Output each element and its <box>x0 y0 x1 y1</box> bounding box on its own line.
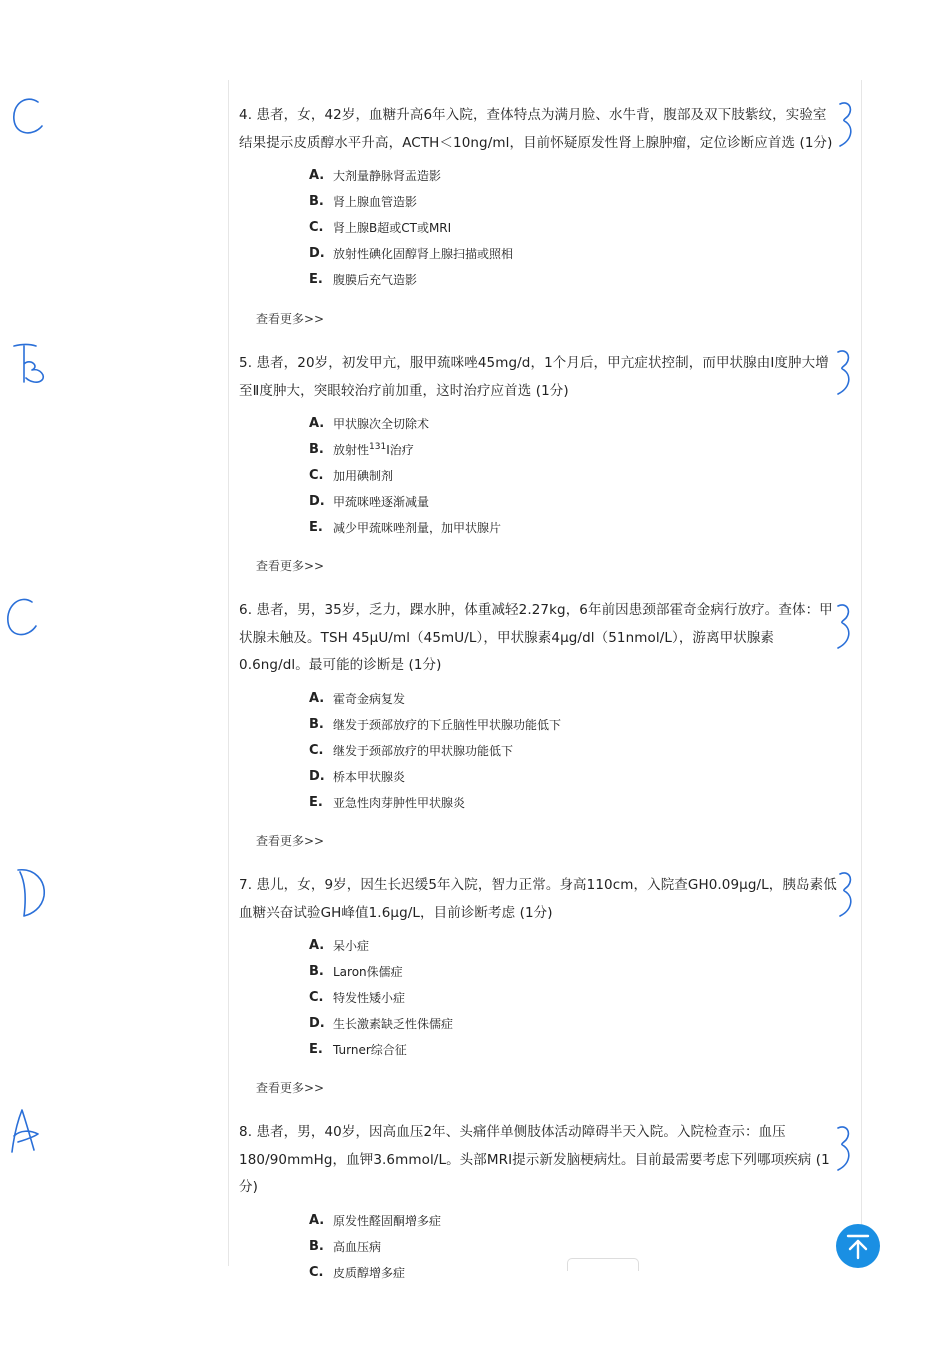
handwritten-answer-a <box>8 1106 44 1162</box>
question-stem: 7. 患儿，女，9岁，因生长迟缓5年入院，智力正常。身高110cm，入院查GH0.09μg/L，胰岛素低血糖兴奋试验GH峰值1.6μg/L，目前诊断考虑 (1分) <box>239 877 837 921</box>
question-7 <box>239 872 839 1063</box>
options-list <box>309 411 839 541</box>
question-stem: 5. 患者，20岁，初发甲亢，服甲巯咪唑45mg/d，1个月后，甲亢症状控制，而甲状腺由Ⅰ度肿大增至Ⅱ度肿大，突眼较治疗前加重，这时治疗应首选 (1分) <box>239 355 829 399</box>
options-list <box>309 1208 839 1286</box>
handwritten-answer-c <box>4 594 44 648</box>
option-b[interactable]: B. Laron侏儒症 <box>309 964 403 979</box>
option-d[interactable]: D. 甲巯咪唑逐渐减量 <box>309 494 430 509</box>
option-b[interactable]: B. 继发于颈部放疗的下丘脑性甲状腺功能低下 <box>309 716 562 732</box>
handwritten-score <box>834 348 858 402</box>
question-panel <box>228 80 862 1280</box>
view-more-link[interactable]: 查看更多>> <box>256 559 325 573</box>
handwritten-score <box>834 602 858 656</box>
option-d[interactable]: D. 放射性碘化固醇肾上腺扫描或照相 <box>309 246 514 261</box>
question-5 <box>239 350 839 541</box>
view-more-link[interactable]: 查看更多>> <box>256 312 325 326</box>
option-e[interactable]: E. 减少甲巯咪唑剂量，加甲状腺片 <box>309 520 502 535</box>
handwritten-answer-e <box>6 338 50 392</box>
handwritten-answer-d <box>16 864 56 924</box>
option-e[interactable]: E. 腹膜后充气造影 <box>309 272 418 287</box>
handwritten-score <box>836 100 860 154</box>
option-b[interactable]: B. 高血压病 <box>309 1238 382 1254</box>
option-e[interactable]: E. 亚急性肉芽肿性甲状腺炎 <box>309 794 466 810</box>
option-b[interactable]: B. 肾上腺血管造影 <box>309 194 418 209</box>
options-list <box>309 686 839 816</box>
arrow-up-icon <box>836 1224 880 1268</box>
option-a[interactable]: A. 大剂量静脉肾盂造影 <box>309 168 442 183</box>
option-a[interactable]: A. 原发性醛固酮增多症 <box>309 1212 442 1228</box>
option-d[interactable]: D. 生长激素缺乏性侏儒症 <box>309 1016 454 1031</box>
question-8 <box>239 1119 839 1286</box>
question-stem: 6. 患者，男，35岁，乏力，踝水肿，体重减轻2.27kg，6年前因患颈部霍奇金病行放疗。查体：甲状腺未触及。TSH 45μU/ml（45mU/L），甲状腺素4μg/dl（51nmol/L），游离甲状腺素0.6ng/dl。最可能的诊断是 (1分) <box>239 602 833 673</box>
option-c[interactable]: C. 皮质醇增多症 <box>309 1264 406 1280</box>
options-list <box>309 933 839 1063</box>
options-list <box>309 163 839 293</box>
option-a[interactable]: A. 呆小症 <box>309 938 370 953</box>
option-c[interactable]: C. 继发于颈部放疗的甲状腺功能低下 <box>309 742 514 758</box>
option-a[interactable]: A. 霍奇金病复发 <box>309 690 406 706</box>
back-to-top-button[interactable] <box>836 1224 880 1268</box>
option-a[interactable]: A. 甲状腺次全切除术 <box>309 416 430 431</box>
view-more-link[interactable]: 查看更多>> <box>256 1081 325 1095</box>
option-b[interactable]: B. 放射性$^{131}$I治疗 <box>309 442 414 457</box>
option-d[interactable]: D. 桥本甲状腺炎 <box>309 768 406 784</box>
option-e[interactable]: E. Turner综合征 <box>309 1042 407 1057</box>
option-c[interactable]: C. 肾上腺B超或CT或MRI <box>309 220 452 235</box>
question-6 <box>239 597 839 816</box>
page-tab-stub <box>567 1258 639 1271</box>
question-stem: 4. 患者，女，42岁，血糖升高6年入院，查体特点为满月脸、水牛背，腹部及双下肢紫纹，实验室结果提示皮质醇水平升高，ACTH＜10ng/ml，目前怀疑原发性肾上腺肿瘤，定位诊断应首选 (1分) <box>239 107 833 151</box>
option-c[interactable]: C. 特发性矮小症 <box>309 990 406 1005</box>
question-4 <box>239 102 839 293</box>
question-stem: 8. 患者，男，40岁，因高血压2年、头痛伴单侧肢体活动障碍半天入院。入院检查示：血压180/90mmHg，血钾3.6mmol/L。头部MRI提示新发脑梗病灶。目前最需要考虑下列哪项疾病 (1分) <box>239 1124 830 1195</box>
view-more-link[interactable]: 查看更多>> <box>256 834 325 848</box>
option-c[interactable]: C. 加用碘制剂 <box>309 468 394 483</box>
handwritten-answer-c <box>8 92 48 146</box>
handwritten-score <box>834 1124 858 1178</box>
handwritten-score <box>836 870 860 924</box>
